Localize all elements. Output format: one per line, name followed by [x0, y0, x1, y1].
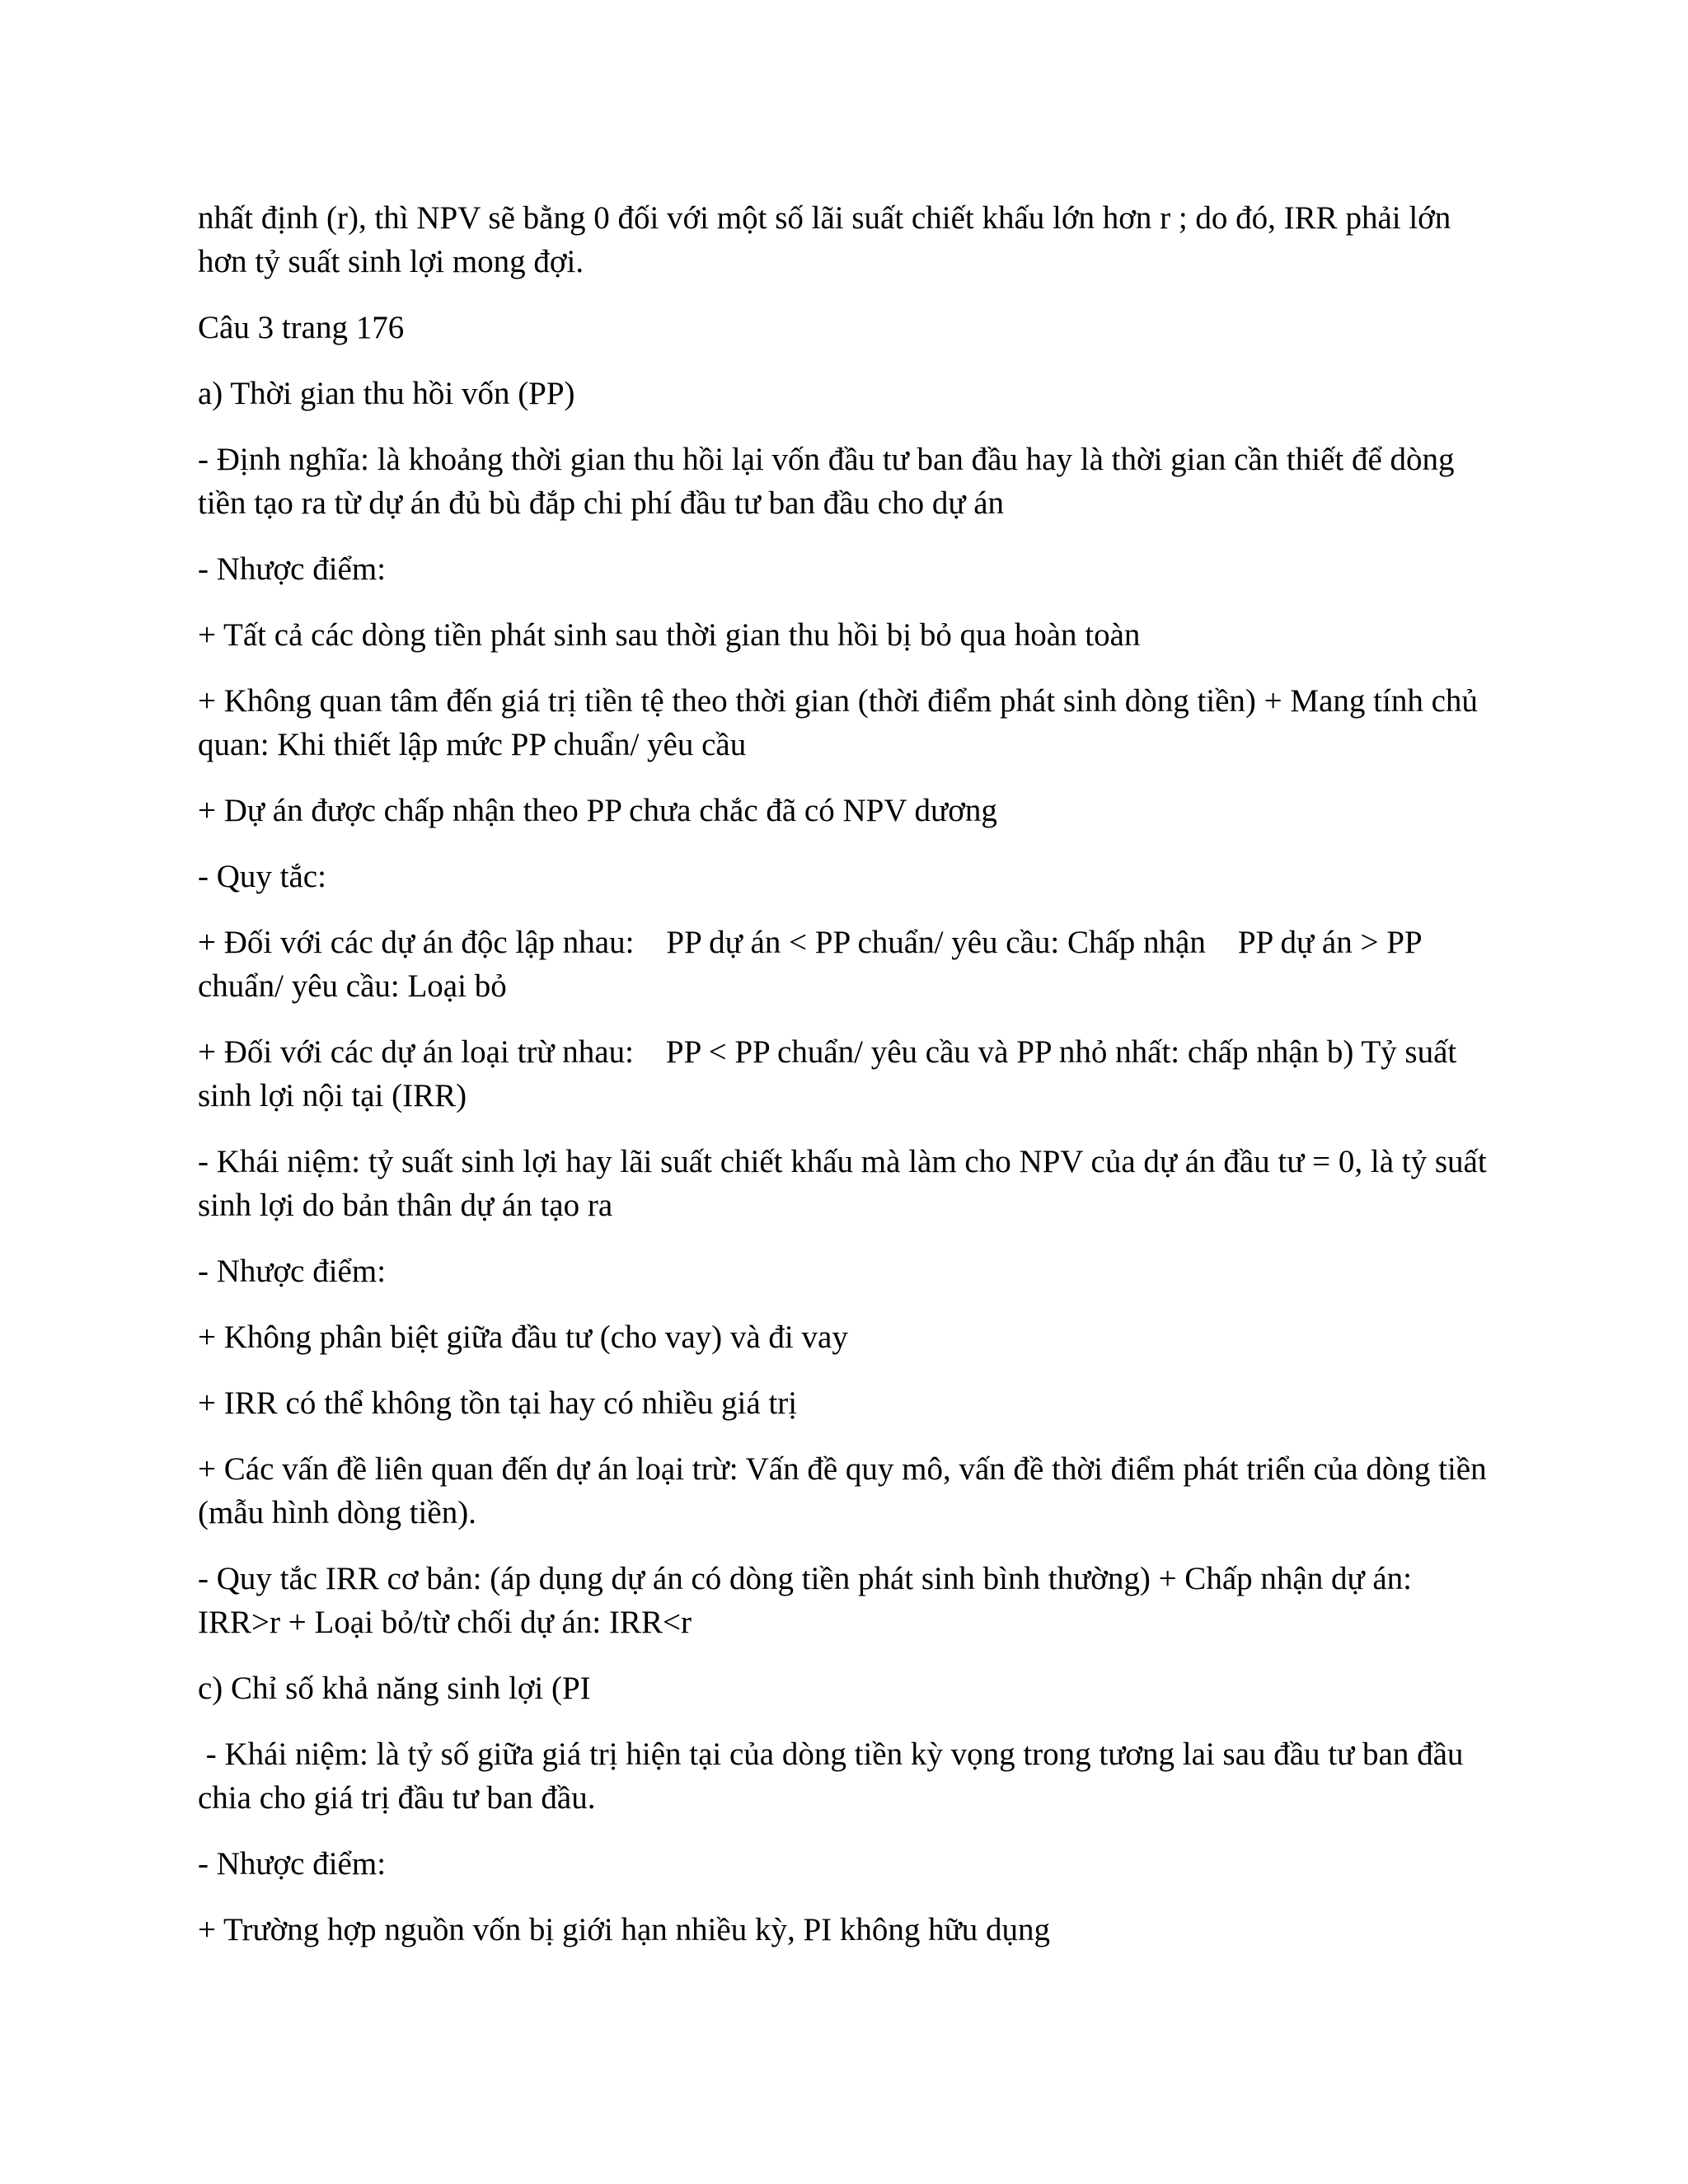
irr-rule: - Quy tắc IRR cơ bản: (áp dụng dự án có dòng tiền phát sinh bình thường) + Chấp nhận dự án: IRR>r + Loại bỏ/từ chối dự án: IRR<r	[198, 1561, 1420, 1640]
pp-definition: - Định nghĩa: là khoảng thời gian thu hồi lại vốn đầu tư ban đầu hay là thời gian cần thiết để dòng tiền tạo ra từ dự án đủ bù đắp chi phí đầu tư ban đầu cho dự án	[198, 442, 1463, 521]
pi-disadvantage-item: + Trường hợp nguồn vốn bị giới hạn nhiều kỳ, PI không hữu dụng	[198, 1912, 1051, 1947]
section-heading-pp: a) Thời gian thu hồi vốn (PP)	[198, 376, 575, 411]
pi-disadvantages-label: - Nhược điểm:	[198, 1846, 387, 1882]
pp-disadvantage-item: + Dự án được chấp nhận theo PP chưa chắc đã có NPV dương	[198, 793, 997, 828]
pp-rule-item: + Đối với các dự án loại trừ nhau: PP < PP chuẩn/ yêu cầu và PP nhỏ nhất: chấp nhận b) Tỷ suất sinh lợi nội tại (IRR)	[198, 1034, 1465, 1113]
question-heading: Câu 3 trang 176	[198, 310, 405, 345]
section-heading-pi: c) Chỉ số khả năng sinh lợi (PI	[198, 1671, 591, 1706]
irr-disadvantage-item: + Không phân biệt giữa đầu tư (cho vay) và đi vay	[198, 1319, 848, 1355]
pp-disadvantages-label: - Nhược điểm:	[198, 551, 387, 587]
pp-disadvantage-item: + Tất cả các dòng tiền phát sinh sau thời gian thu hồi bị bỏ qua hoàn toàn	[198, 617, 1141, 653]
irr-disadvantage-item: + Các vấn đề liên quan đến dự án loại trừ: Vấn đề quy mô, vấn đề thời điểm phát triển của dòng tiền (mẫu hình dòng tiền).	[198, 1451, 1495, 1530]
irr-concept: - Khái niệm: tỷ suất sinh lợi hay lãi suất chiết khấu mà làm cho NPV của dự án đầu tư = 0, là tỷ suất sinh lợi do bản thân dự án tạo ra	[198, 1144, 1495, 1223]
pp-disadvantage-item: + Không quan tâm đến giá trị tiền tệ theo thời gian (thời điểm phát sinh dòng tiền) + Mang tính chủ quan: Khi thiết lập mức PP chuẩn/ yêu cầu	[198, 683, 1486, 762]
paragraph-irr-conclusion: nhất định (r), thì NPV sẽ bằng 0 đối với một số lãi suất chiết khấu lớn hơn r ; do đó, IRR phải lớn hơn tỷ suất sinh lợi mong đợi.	[198, 200, 1460, 279]
irr-disadvantage-item: + IRR có thể không tồn tại hay có nhiều giá trị	[198, 1385, 798, 1421]
pi-concept: - Khái niệm: là tỷ số giữa giá trị hiện tại của dòng tiền kỳ vọng trong tương lai sau đầu tư ban đầu chia cho giá trị đầu tư ban đầu.	[198, 1736, 1472, 1816]
pp-rules-label: - Quy tắc:	[198, 859, 326, 894]
document-page	[198, 196, 1493, 1974]
irr-disadvantages-label: - Nhược điểm:	[198, 1254, 387, 1289]
pp-rule-item: + Đối với các dự án độc lập nhau: PP dự án < PP chuẩn/ yêu cầu: Chấp nhận PP dự án > PP chuẩn/ yêu cầu: Loại bỏ	[198, 925, 1429, 1004]
